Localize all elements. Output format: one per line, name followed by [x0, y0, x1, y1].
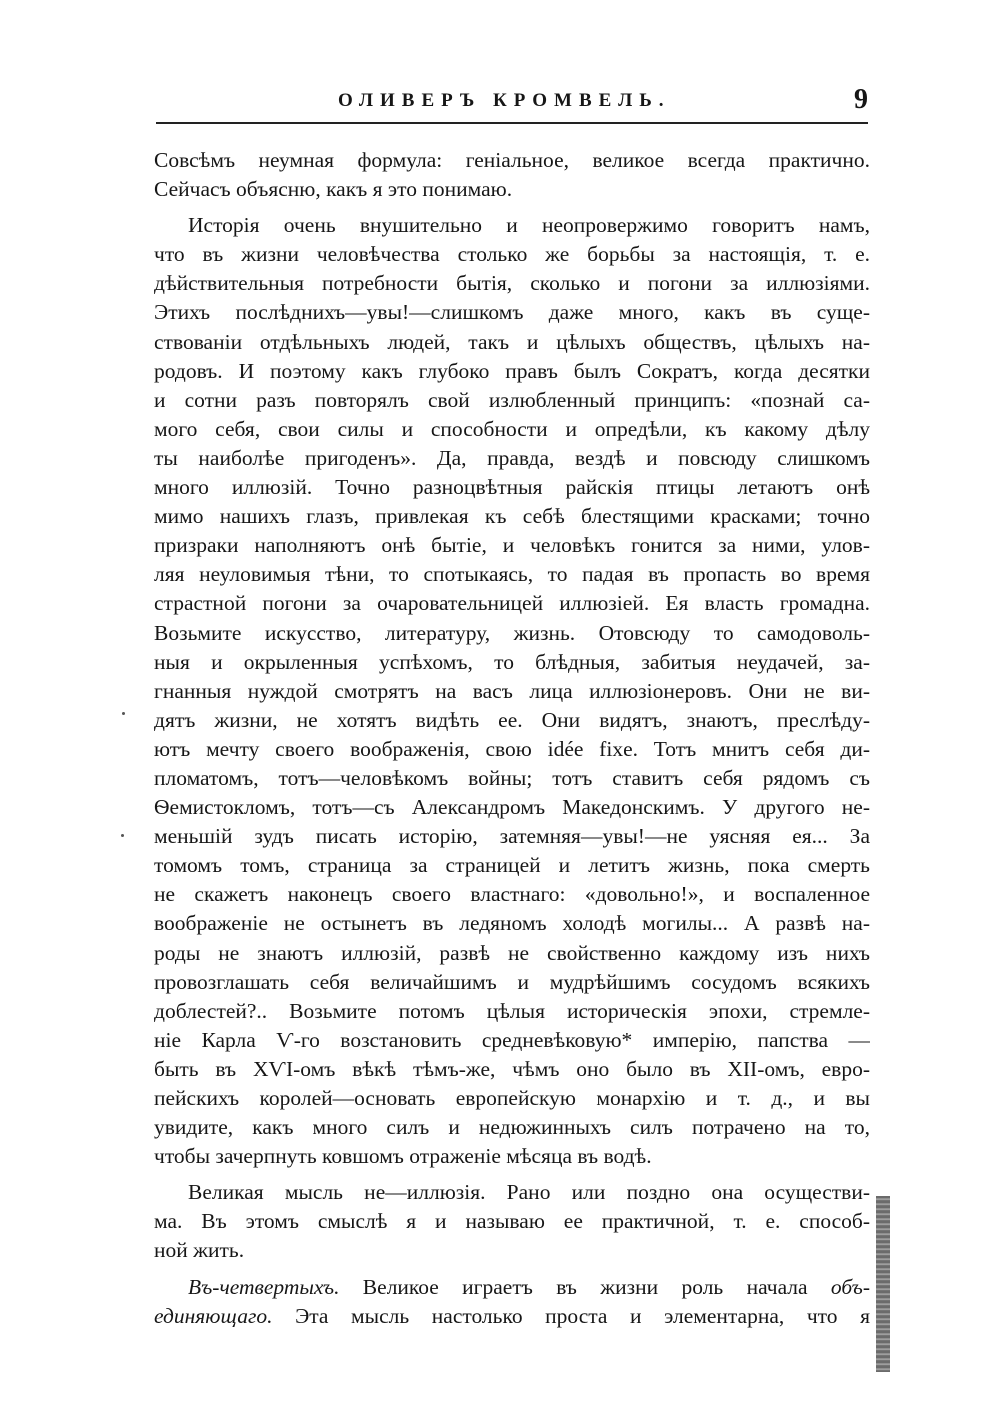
text-line: Возьмите искусство, литературу, жизнь. Отовсюду то самодоволь- — [154, 620, 870, 645]
italic-run: объ- — [830, 1274, 870, 1299]
page-number: 9 — [854, 84, 868, 115]
paragraph — [154, 211, 870, 1171]
page-edge-shadow — [876, 1196, 890, 1372]
ink-speck — [121, 834, 124, 837]
text-line: ныя и окрыленныя успѣхомъ, то блѣдныя, забитыя неудачей, за- — [154, 649, 870, 674]
running-head — [152, 86, 872, 120]
text-line: Исторія очень внушительно и неопровержимо говоритъ намъ, — [188, 213, 870, 238]
text-line: гнанныя нуждой смотрятъ на васъ лица иллюзіонеровъ. Они не ви- — [154, 678, 870, 703]
text-line: мого себя, свои силы и способности и опредѣли, къ какому дѣлу — [154, 416, 870, 441]
text-line: много иллюзій. Точно разноцвѣтныя райскія птицы летаютъ онѣ — [154, 475, 870, 500]
text-line: чтобы зачерпнуть ковшомъ отраженіе мѣсяца въ водѣ. — [154, 1144, 652, 1169]
text-line: увидите, какъ много силъ и недюжинныхъ силъ потрачено на то, — [154, 1115, 870, 1140]
text-line — [154, 1273, 870, 1302]
text-line: ляя неуловимыя тѣни, то спотыкаясь, то падая въ пропасть во время — [154, 562, 870, 587]
ink-speck — [122, 712, 125, 715]
italic-run: единяющаго. — [154, 1303, 273, 1328]
text-line: не скажетъ наконецъ своего властнаго: «довольно!», и воспаленное — [154, 882, 870, 907]
italic-lead: Въ-четвертыхъ. — [188, 1274, 340, 1299]
text-line: ніе Карла Ѵ-го возстановить средневѣковую* имперію, папства — — [154, 1027, 870, 1052]
text-line: страстной погони за очаровательницей иллюзіей. Ея власть громадна. — [154, 591, 870, 616]
paragraph — [154, 1178, 870, 1265]
text-line: Ѳемистокломъ, тотъ—съ Александромъ Македонскимъ. У другого не- — [154, 795, 870, 820]
text-line — [154, 1302, 870, 1331]
text-line: роды не знаютъ иллюзій, развѣ не свойственно каждому изъ нихъ — [154, 940, 870, 965]
text-line: пломатомъ, тотъ—человѣкомъ войны; тотъ ставитъ себя рядомъ съ — [154, 765, 870, 790]
text-line: воображеніе не остынетъ въ ледяномъ холодѣ могилы... А развѣ на- — [154, 911, 870, 936]
text-line: что въ жизни человѣчества столько же борьбы за настоящія, т. е. — [154, 242, 870, 267]
text-run: Эта мысль настолько проста и элементарна, что я — [272, 1303, 870, 1328]
text-line: дятъ жизни, не хотятъ видѣть ее. Они видятъ, знаютъ, преслѣду- — [154, 707, 870, 732]
text-line: родовъ. И поэтому какъ глубоко правъ былъ Сократъ, когда десятки — [154, 358, 870, 383]
text-line: быть въ XѴI-омъ вѣкѣ тѣмъ-же, чѣмъ оно было въ XII-омъ, евро- — [154, 1056, 870, 1081]
text-line: доблестей?.. Возьмите потомъ цѣлыя историческія эпохи, стремле- — [154, 998, 870, 1023]
running-title: ОЛИВЕРЪ КРОМВЕЛЬ. — [338, 90, 671, 111]
header-rule — [156, 122, 868, 124]
text-line: ствованіи отдѣльныхъ людей, такъ и цѣлыхъ обществъ, цѣлыхъ на- — [154, 329, 870, 354]
body-text — [154, 146, 870, 1331]
text-line: дѣйствительныя потребности бытія, сколько и погони за иллюзіями. — [154, 271, 870, 296]
text-line: томомъ томъ, страница за страницей и летитъ жизнь, пока смерть — [154, 853, 870, 878]
paragraph — [154, 1273, 870, 1331]
text-line: провозглашать себя величайшимъ и мудрѣйшимъ сосудомъ всякихъ — [154, 969, 870, 994]
text-run: Великое играетъ въ жизни роль начала — [339, 1274, 831, 1299]
text-line: ма. Въ этомъ смыслѣ я и называю ее практичной, т. е. способ- — [154, 1209, 870, 1234]
text-line: мимо нашихъ глазъ, привлекая къ себѣ блестящими красками; точно — [154, 504, 870, 529]
text-line: и сотни разъ повторялъ свой излюбленный принципъ: «познай са- — [154, 387, 870, 412]
text-line: Великая мысль не—иллюзія. Рано или поздно она осуществи- — [188, 1180, 870, 1205]
text-line: Этихъ послѣднихъ—увы!—слишкомъ даже много, какъ въ суще- — [154, 300, 870, 325]
paragraph — [154, 146, 870, 204]
text-line: Совсѣмъ неумная формула: геніальное, великое всегда практично. — [154, 148, 870, 172]
text-line: ты наиболѣе пригоденъ». Да, правда, вездѣ и повсюду слишкомъ — [154, 445, 870, 470]
text-line: Сейчасъ объясню, какъ я это понимаю. — [154, 177, 513, 202]
text-line: ной жить. — [154, 1238, 245, 1263]
text-line: пейскихъ королей—основать европейскую монархію и т. д., и вы — [154, 1086, 870, 1110]
text-line: меньшій зудъ писать исторію, затемняя—увы!—не уясняя ея... За — [154, 824, 870, 849]
text-line: ютъ мечту своего воображенія, свою idée fixe. Тотъ мнитъ себя ди- — [154, 736, 870, 761]
text-line: призраки наполняютъ онѣ бытіе, и человѣкъ гонится за ними, улов- — [154, 533, 870, 558]
